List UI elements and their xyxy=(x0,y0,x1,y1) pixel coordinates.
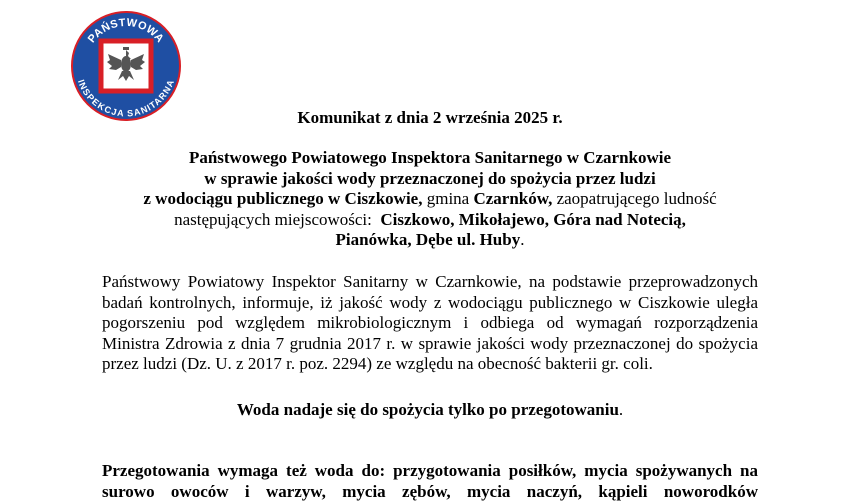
subtitle-line-2: w sprawie jakości wody przeznaczonej do spożycia przez ludzi xyxy=(100,169,760,190)
logo-text-bottom: INSPEKCJA SANITARNA xyxy=(76,78,176,118)
pis-logo xyxy=(70,10,182,122)
paragraph-line: przez ludzi (Dz. U. z 2017 r. poz. 2294) ze względu na obecność bakterii gr. coli. xyxy=(102,354,758,375)
logo-text-top: PAŃSTWOWA xyxy=(86,17,166,46)
paragraph-line: Ministra Zdrowia z dnia 7 grudnia 2017 r. w sprawie jakości wody przeznaczonej do spożycia xyxy=(102,334,758,355)
paragraph-line: pogorszeniu pod względem mikrobiologicznym i odbiega od wymagań rozporządzenia xyxy=(102,313,758,334)
subtitle-line-3: z wodociągu publicznego w Ciszkowie, gmina Czarnków, zaopatrującego ludność xyxy=(100,189,760,210)
paragraph-line: badań kontrolnych, informuje, iż jakość wody z wodociągu publicznego w Ciszkowie uległa xyxy=(102,293,758,314)
paragraph-line: Państwowy Powiatowy Inspektor Sanitarny w Czarnkowie, na podstawie przeprowadzonych xyxy=(102,272,758,293)
announcement-subtitle xyxy=(100,148,760,251)
announcement-title: Komunikat z dnia 2 września 2025 r. xyxy=(0,108,860,128)
subtitle-line-1: Państwowego Powiatowego Inspektora Sanitarnego w Czarnkowie xyxy=(100,148,760,169)
boiling-requirements-paragraph xyxy=(102,461,758,502)
boil-water-notice: Woda nadaje się do spożycia tylko po przegotowaniu. xyxy=(0,400,860,420)
subtitle-line-5: Pianówka, Dębe ul. Huby. xyxy=(100,230,760,251)
paragraph-line: surowo owoców i warzyw, mycia zębów, mycia naczyń, kąpieli noworodków xyxy=(102,482,758,502)
paragraph-line: Przegotowania wymaga też woda do: przygotowania posiłków, mycia spożywanych na xyxy=(102,461,758,482)
body-paragraph xyxy=(102,272,758,375)
subtitle-line-4: następujących miejscowości: Ciszkowo, Mikołajewo, Góra nad Notecią, xyxy=(100,210,760,231)
